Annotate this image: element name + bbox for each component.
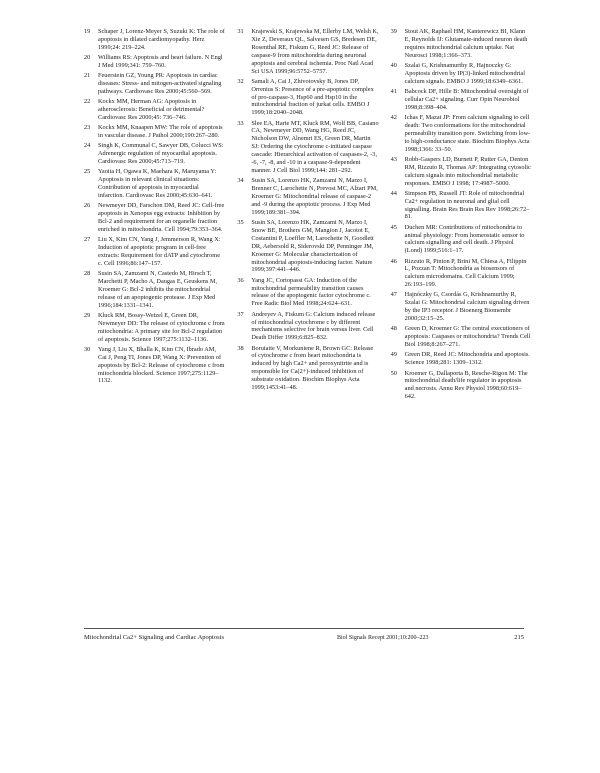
reference-text: Stout AK, Raphael HM, Kanterewicz BI, Klann E, Reynolds IJ: Glutamate-induced neuron death requires mitochondrial calcium uptake. Nat Neurosci 1998;1:366–373. [404,28,528,59]
reference-text: Samali A, Cai J, Zhivotovsky B, Jones DP, Orrenius S: Presence of a pre-apoptotic complex of pro-caspase-3, Hsp60 and Hsp10 in the mitochondrial fraction of jurkat cells. EMBO J 1999;18:2040–2048. [251,77,374,117]
reference-entry [391,28,532,60]
reference-number: 48 [390,325,397,333]
reference-number: 32 [237,77,244,85]
reference-number: 37 [237,310,244,318]
reference-text: Feuerstein GZ, Young PR: Apoptosis in cardiac diseases: Stress- and mitogen-activated signaling pathways. Cardiovasc Res 2000;45:560–569. [98,72,222,95]
reference-entry [84,346,225,386]
reference-text: Yang JC, Cortopassi GA: Induction of the mitochondrial permeability transition causes release of the apoptogenic factor cytochrome c. Free Radic Biol Med 1998;24:624–631. [251,276,371,308]
reference-number: 35 [237,219,244,227]
footer-article-title: Mitochondrial Ca2+ Signaling and Cardiac Apoptosis [84,634,224,641]
reference-entry [237,120,378,175]
reference-number: 49 [390,351,397,359]
reference-number: 40 [390,61,397,69]
reference-entry [391,291,532,323]
reference-entry [391,88,532,112]
reference-text: Yang J, Liu X, Bhalla K, Kim CN, Ibrado AM, Cai J, Peng TI, Jones DP, Wang X: Prevention of apoptosis by Bcl-2: Release of cytochrome c from mitochondria blocked. Science 1997;275:1129–1132. [98,345,225,385]
reference-text: Singh K, Communal C, Sawyer DB, Colucci WS: Adrenergic regulation of myocardial apoptosis. Cardiovasc Res 2000;45:713–719. [98,142,224,166]
reference-number: 45 [390,223,397,231]
reference-number: 50 [390,369,397,377]
reference-text: Szalai G, Krishnamurthy R, Hajnoczky G: Apoptosis driven by IP(3)-linked mitochondrial calcium signals. EMBO J 1999;18:6349–6361. [404,61,525,85]
reference-number: 23 [84,124,91,132]
reference-text: Krajewski S, Krajewska M, Ellerby LM, Welsh K, Xie Z, Deveraux QL, Salvesen GS, Bredesen DE, Rosenthal RE, Fiskum G, Reed JC: Release of caspase-9 from mitochondria during neuronal apoptosis and cerebral ischemia. Proc Natl Acad Sci USA 1999;96:5752–5757. [251,28,379,75]
reference-text: Susin SA, Lorenzo HK, Zamzami N, Marzo I, Snow BE, Brothers GM, Mangion J, Jacotot E, Costantini P, Loeffler M, Larochette N, Goodlett DR, Aebersold R, Siderovski DP, Penninger JM, Kroemer G: Molecular characterization of mitochondrial apoptosis-inducing factor. Nature 1999;397:441–446. [251,219,374,274]
reference-text: Green D, Kroemer G: The central executioners of apoptosis: Caspases or mitochondria? Trends Cell Biol 1998;8:267–271. [404,325,531,349]
reference-text: Hajnóczky G, Csordás G, Krishnamurthy R, Szalai G: Mitochondrial calcium signaling driven by the IP3 receptor. J Bioenerg Biomembr 2000;32:15–25. [404,291,530,323]
reference-text: Simpson PB, Russell JT: Role of mitochondrial Ca2+ regulation in neuronal and glial cell signalling. Brain Res Brain Res Rev 1998;26:72–81. [404,189,530,221]
reference-entry [237,277,378,309]
reference-number: 42 [390,113,397,121]
reference-number: 28 [84,270,91,278]
reference-list [84,28,532,403]
reference-entry [237,177,378,217]
reference-number: 19 [84,28,91,35]
reference-text: Susin SA, Zamzami N, Castedo M, Hirsch T, Marchetti P, Macho A, Daugas E, Geuskens M, Kroemer G: Bcl-2 inhibits the mitochondrial release of an apoptogenic protease. J Exp Med 1996;184:1331–1341. [98,270,218,309]
reference-number: 24 [84,142,91,150]
reference-entry [84,236,225,268]
reference-entry [391,370,532,402]
reference-number: 33 [237,119,244,127]
reference-text: Babcock DF, Hille B: Mitochondrial oversight of cellular Ca2+ signaling. Curr Opin Neurobiol 1998;8:398–404. [404,87,529,111]
reference-number: 43 [390,155,397,163]
reference-entry [391,190,532,222]
reference-entry [84,142,225,166]
reference-entry [391,351,532,367]
reference-number: 21 [84,72,91,80]
reference-column-2 [237,28,378,403]
reference-entry [391,258,532,290]
reference-entry [391,62,532,86]
reference-number: 27 [84,236,91,244]
reference-entry [237,345,378,392]
reference-number: 25 [84,168,91,176]
reference-number: 29 [84,311,91,319]
reference-number: 47 [390,291,397,299]
reference-column-3 [391,28,532,403]
reference-entry [391,114,532,154]
reference-text: Yaoita H, Ogawa K, Maehara K, Maruyama Y: Apoptosis in relevant clinical situations: Contribution of apoptosis in myocardial infarction. Cardiovasc Res 2000;45:630–641. [98,168,217,199]
reference-number: 36 [237,276,244,284]
reference-text: Kockx MM, Herman AG: Apoptosis in atherosclerosis: Beneficial or detrimental? Cardiovasc Res 2000;45: 736–746. [98,98,205,121]
reference-entry [84,28,225,52]
reference-number: 31 [237,28,244,35]
reference-text: Newmeyer DD, Farschon DM, Reed JC: Cell-free apoptosis in Xenopus egg extracts: Inhibition by Bcl-2 and requirement for an organelle fraction enriched in mitochondria. Cell 1994;79:353–364. [98,202,225,233]
reference-entry [391,325,532,349]
reference-text: Green DR, Reed JC: Mitochondria and apoptosis. Science 1998;281: 1309–1312. [404,351,530,367]
reference-entry [84,312,225,344]
reference-text: Borutaite V, Morkuniene R, Brown GC: Release of cytochrome c from heart mitochondria is induced by high Ca2+ and peroxynitrite and is responsible for Ca(2+)-induced inhibition of substrate oxidation. Biochim Biophys Acta 1999;1453:41–48. [251,344,374,392]
reference-number: 41 [390,87,397,95]
reference-number: 30 [84,345,91,353]
reference-column-1 [84,28,225,403]
reference-text: Schaper J, Lorenz-Meyer S, Suzuki K: The role of apoptosis in dilated cardiomyopathy. Herz 1999;24: 219–224. [98,28,225,51]
reference-text: Slee EA, Harte MT, Kluck RM, Wolf BB, Casiano CA, Newmeyer DD, Wang HG, Reed JC, Nicholson DW, Alnemri ES, Green DR, Martin SJ: Ordering the cytochrome c-initiated caspase cascade: Hierarchical activation of caspases-2, -3, -6, -7, -8, and -10 in a caspase-9-dependent manner. J Cell Biol 1999;144: 281–292. [251,119,379,174]
reference-entry [84,168,225,200]
reference-text: Williams RS: Apoptosis and heart failure. N Engl J Med 1999;341: 759–760. [98,54,223,69]
reference-entry [237,219,378,274]
reference-entry [84,270,225,310]
reference-entry [237,28,378,75]
reference-text: Kroemer G, Dallaporta B, Resche-Rigon M: The mitochondrial death/life regulator in apoptosis and necrosis. Annu Rev Physiol 1998;60:619–642. [404,369,528,401]
reference-number: 22 [84,98,91,106]
reference-entry [84,202,225,234]
reference-text: Liu X, Kim CN, Yang J, Jemmerson R, Wang X: Induction of apoptotic program in cell-free extracts: Requirement for dATP and cytochrome c. Cell 1996;86:147–157. [98,236,221,267]
reference-entry [237,78,378,118]
reference-number: 20 [84,54,91,62]
page-footer [84,628,524,668]
reference-number: 26 [84,202,91,210]
footer-rule [84,628,524,629]
reference-entry [84,98,225,122]
reference-entry [237,311,378,343]
reference-entry [84,54,225,70]
reference-entry [84,72,225,96]
reference-number: 46 [390,257,397,265]
reference-number: 39 [390,28,397,35]
reference-text: Rizzuto R, Pinton P, Brini M, Chiesa A, Filippin L, Pozzan T: Mitochondria as biosensors of calcium microdomains. Cell Calcium 1999; 26:193–199. [404,257,527,289]
reference-entry [391,224,532,256]
reference-entry [391,156,532,188]
reference-number: 44 [390,189,397,197]
reference-text: Ichas F, Mazat JP: From calcium signaling to cell death: Two conformations for the mitochondrial permeability transition pore. Switching from low- to high-conductance state. Biochim Biophys Acta 1998;1366: 33–50. [404,113,531,153]
reference-text: Kockx MM, Knaapen MW: The role of apoptosis in vascular disease. J Pathol 2000;190:267–280. [98,124,223,140]
reference-number: 38 [237,344,244,352]
reference-text: Robb-Gaspers LD, Burnett P, Rutter GA, Denton RM, Rizzuto R, Thomas AP: Integrating cytosolic calcium signals into mitochondrial metabolic responses. EMBO J 1998; 17:4987–5000. [404,155,531,187]
footer-journal-citation: Biol Signals Recept 2001;10:200–223 [337,635,429,641]
reference-text: Duchen MR: Contributions of mitochondria to animal physiology: From homeostatic sensor to calcium signalling and cell death. J Physiol (Lond) 1999;516:1–17. [404,223,525,255]
reference-text: Kluck RM, Bossy-Wetzel E, Green DR, Newmeyer DD: The release of cytochrome c from mitochondria: A primary site for Bcl-2 regulation of apoptosis. Science 1997;275:1132–1136. [98,311,225,343]
reference-number: 34 [237,177,244,185]
reference-entry [84,124,225,140]
page-number: 215 [514,634,524,641]
reference-text: Susin SA, Lorenzo HK, Zamzami N, Marzo I, Brenner C, Larochette N, Prevost MC, Alzari PM, Kroemer G: Mitochondrial release of caspase-2 and -9 during the apoptotic process. J Exp Med 1999;189:381–394. [251,177,378,216]
reference-text: Andreyev A, Fiskum G: Calcium induced release of mitochondrial cytochrome c by different mechanisms selective for brain versus liver. Cell Death Differ 1999;6:825–832. [251,310,376,342]
